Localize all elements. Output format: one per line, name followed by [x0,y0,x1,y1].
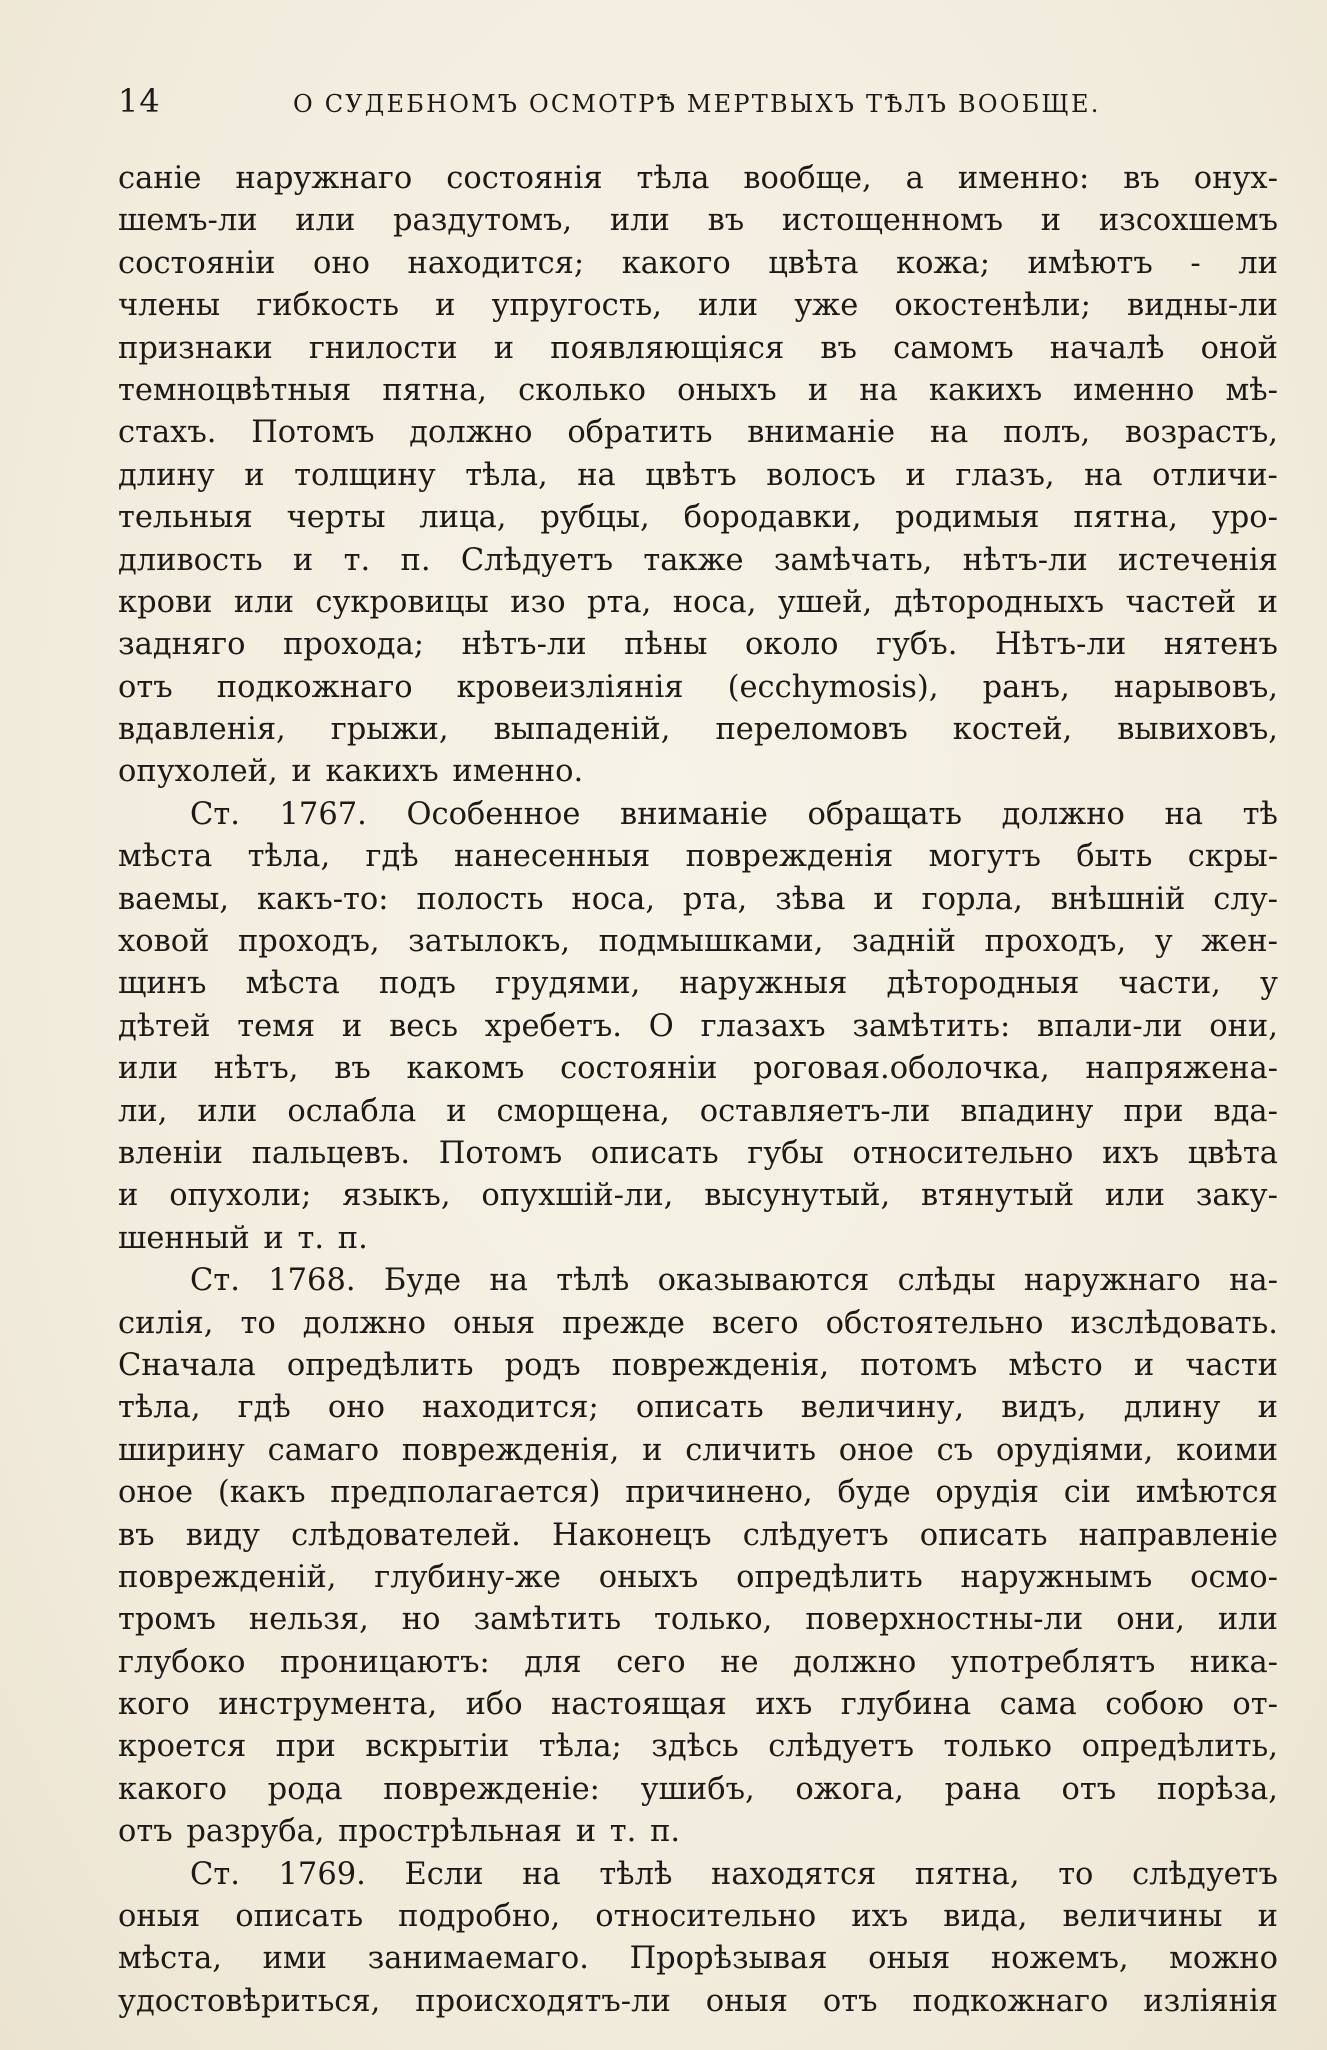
text-line: оныя описать подробно, относительно ихъ вида, величины и [118,1899,1278,1935]
text-line: тѣла, гдѣ оно находится; описать величину, видъ, длину и [118,1390,1278,1426]
text-line: ли, или ослабла и сморщена, оставляетъ-ли впадину при вда- [118,1093,1278,1129]
text-line: ваемы, какъ-то: полость носа, рта, зѣва и горла, внѣшній слу- [118,881,1278,917]
text-line: темноцвѣтныя пятна, сколько оныхъ и на какихъ именно мѣ- [118,372,1278,408]
body-text [118,158,1278,2023]
text-line: опухолей, и какихъ именно. [118,754,584,790]
text-line: крови или сукровицы изо рта, носа, ушей, дѣтородныхъ частей и [118,584,1278,620]
text-line: ширину самаго поврежденія, и сличить оное съ орудіями, коими [118,1432,1278,1468]
text-line: задняго прохода; нѣтъ-ли пѣны около губъ. Нѣтъ-ли нятенъ [118,627,1278,663]
text-line: вдавленія, грыжи, выпаденій, переломовъ костей, вывиховъ, [118,712,1278,748]
text-line: дѣтей темя и весь хребетъ. О глазахъ замѣтить: впали-ли они, [118,1008,1278,1044]
text-line: кого инструмента, ибо настоящая ихъ глубина сама собою от- [118,1687,1278,1723]
text-line: мѣста, ими занимаемаго. Прорѣзывая оныя ножемъ, можно [118,1941,1278,1977]
text-line: и опухоли; языкъ, опухшій-ли, высунутый, втянутый или заку- [118,1178,1278,1214]
text-line: тельныя черты лица, рубцы, бородавки, родимыя пятна, уро- [118,500,1278,536]
page-number: 14 [118,82,161,120]
text-line: Ст. 1769. Если на тѣлѣ находятся пятна, то слѣдуетъ [190,1856,1278,1892]
text-line: глубоко проницаютъ: для сего не должно употреблятъ ника- [118,1644,1278,1680]
page-header [118,82,1278,122]
text-line: въ виду слѣдователей. Наконецъ слѣдуетъ описать направленіе [118,1517,1278,1553]
text-line: отъ разруба, прострѣльная и т. п. [118,1814,681,1850]
text-line: члены гибкость и упругость, или уже окостенѣли; видны-ли [118,288,1278,324]
running-title: О СУДЕБНОМЪ ОСМОТРѢ МЕРТВЫХЪ ТѢЛЪ ВООБЩЕ. [293,90,1101,118]
text-line: Сначала опредѣлить родъ поврежденія, потомъ мѣсто и части [118,1347,1278,1383]
text-line: кроется при вскрытіи тѣла; здѣсь слѣдуетъ только опредѣлить, [118,1729,1278,1765]
text-line: какого рода поврежденіе: ушибъ, ожога, рана отъ порѣза, [118,1771,1278,1807]
text-line: стахъ. Потомъ должно обратить вниманіе на полъ, возрастъ, [118,415,1278,451]
text-line: отъ подкожнаго кровеизліянія (ecchymosis), ранъ, нарывовъ, [118,669,1278,705]
text-line: оное (какъ предполагается) причинено, буде орудія сіи имѣются [118,1475,1278,1511]
text-line: Ст. 1767. Особенное вниманіе обращать должно на тѣ [190,796,1278,832]
text-line: вленіи пальцевъ. Потомъ описать губы относительно ихъ цвѣта [118,1135,1278,1171]
text-line: признаки гнилости и появляющіяся въ самомъ началѣ оной [118,330,1278,366]
text-line: длину и толщину тѣла, на цвѣтъ волосъ и глазъ, на отличи- [118,457,1278,493]
text-line: шенный и т. п. [118,1220,368,1256]
text-line: Ст. 1768. Буде на тѣлѣ оказываются слѣды наружнаго на- [190,1263,1278,1299]
text-line: мѣста тѣла, гдѣ нанесенныя поврежденія могутъ быть скры- [118,839,1278,875]
text-line: тромъ нельзя, но замѣтить только, поверхностны-ли они, или [118,1602,1278,1638]
text-line: шемъ-ли или раздутомъ, или въ истощенномъ и изсохшемъ [118,203,1278,239]
text-line: саніе наружнаго состоянія тѣла вообще, а именно: въ онух- [118,161,1278,196]
text-line: щинъ мѣста подъ грудями, наружныя дѣтородныя части, у [118,966,1278,1002]
text-line: поврежденій, глубину-же оныхъ опредѣлить наружнымъ осмо- [118,1559,1278,1595]
text-line: силія, то должно оныя прежде всего обстоятельно изслѣдовать. [118,1305,1278,1341]
text-line: дливость и т. п. Слѣдуетъ также замѣчать, нѣтъ-ли истеченія [118,542,1278,578]
text-line: состояніи оно находится; какого цвѣта кожа; имѣютъ - ли [118,245,1278,281]
text-line: или нѣтъ, въ какомъ состояніи роговая.оболочка, напряжена- [118,1051,1278,1087]
text-line: удостовѣриться, происходятъ-ли оныя отъ подкожнаго изліянія [118,1983,1278,2019]
text-line: ховой проходъ, затылокъ, подмышками, задній проходъ, у жен- [118,924,1278,960]
